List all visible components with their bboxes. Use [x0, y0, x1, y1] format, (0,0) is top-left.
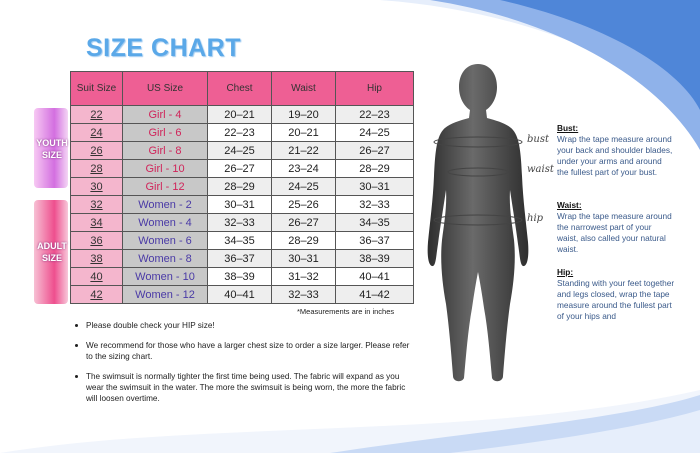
suit-size-cell[interactable]: 24 [71, 124, 123, 142]
waist-heading: Waist: [557, 200, 582, 210]
waist-cell: 26–27 [272, 214, 336, 232]
header-waist: Waist [272, 72, 336, 106]
chest-cell: 32–33 [208, 214, 272, 232]
hip-cell: 40–41 [336, 268, 414, 286]
us-size-cell: Girl - 8 [123, 142, 208, 160]
list-item: We recommend for those who have a larger chest size to order a size larger. Please refer to the sizing chart. [74, 340, 414, 362]
us-size-cell: Women - 8 [123, 250, 208, 268]
suit-size-cell[interactable]: 36 [71, 232, 123, 250]
list-item: The swimsuit is normally tighter the first time being used. The fabric will expand as you wear the swimsuit in the water. The more the swimsuit is being worn, the more the fabric will loosen overtime. [74, 371, 414, 404]
hip-cell: 30–31 [336, 178, 414, 196]
suit-size-cell[interactable]: 42 [71, 286, 123, 304]
hip-cell: 32–33 [336, 196, 414, 214]
chest-cell: 36–37 [208, 250, 272, 268]
hip-heading: Hip: [557, 267, 574, 277]
hip-description [557, 267, 675, 322]
size-table [70, 71, 414, 304]
waist-text: Wrap the tape measure around the narrowest part of your waist, also called your natural waist. [557, 211, 672, 254]
list-item: Please double check your HIP size! [74, 320, 414, 331]
bust-label: bust [527, 134, 549, 145]
waist-cell: 24–25 [272, 178, 336, 196]
us-size-cell: Girl - 4 [123, 106, 208, 124]
table-row [71, 214, 414, 232]
us-size-cell: Girl - 10 [123, 160, 208, 178]
chest-cell: 22–23 [208, 124, 272, 142]
us-size-cell: Women - 12 [123, 286, 208, 304]
chest-cell: 28–29 [208, 178, 272, 196]
chest-cell: 20–21 [208, 106, 272, 124]
chest-cell: 30–31 [208, 196, 272, 214]
header-suit-size: Suit Size [71, 72, 123, 106]
bust-heading: Bust: [557, 123, 579, 133]
hip-cell: 28–29 [336, 160, 414, 178]
chest-cell: 38–39 [208, 268, 272, 286]
waist-cell: 28–29 [272, 232, 336, 250]
hip-cell: 34–35 [336, 214, 414, 232]
header-chest: Chest [208, 72, 272, 106]
body-silhouette [418, 60, 538, 390]
chest-cell: 26–27 [208, 160, 272, 178]
suit-size-cell[interactable]: 30 [71, 178, 123, 196]
us-size-cell: Girl - 6 [123, 124, 208, 142]
hip-cell: 24–25 [336, 124, 414, 142]
suit-size-cell[interactable]: 28 [71, 160, 123, 178]
table-row [71, 232, 414, 250]
tips-list [74, 320, 414, 413]
suit-size-cell[interactable]: 32 [71, 196, 123, 214]
table-row [71, 124, 414, 142]
suit-size-cell[interactable]: 38 [71, 250, 123, 268]
waist-cell: 21–22 [272, 142, 336, 160]
chest-cell: 34–35 [208, 232, 272, 250]
table-row [71, 142, 414, 160]
suit-size-cell[interactable]: 26 [71, 142, 123, 160]
header-hip: Hip [336, 72, 414, 106]
hip-text: Standing with your feet together and legs closed, wrap the tape measure around the fullest part of your hips and [557, 278, 675, 321]
hip-cell: 38–39 [336, 250, 414, 268]
hip-cell: 36–37 [336, 232, 414, 250]
chest-cell: 40–41 [208, 286, 272, 304]
waist-cell: 31–32 [272, 268, 336, 286]
hip-cell: 22–23 [336, 106, 414, 124]
waist-label: waist [527, 164, 554, 175]
suit-size-cell[interactable]: 22 [71, 106, 123, 124]
us-size-cell: Women - 2 [123, 196, 208, 214]
waist-description [557, 200, 675, 255]
waist-cell: 25–26 [272, 196, 336, 214]
hip-cell: 41–42 [336, 286, 414, 304]
table-row [71, 286, 414, 304]
adult-size-label: ADULT SIZE [37, 241, 67, 263]
bust-description [557, 123, 675, 178]
table-row [71, 178, 414, 196]
measurement-note: *Measurements are in inches [297, 307, 395, 316]
hip-label: hip [527, 213, 544, 224]
table-row [71, 196, 414, 214]
header-us-size: US Size [123, 72, 208, 106]
table-row [71, 268, 414, 286]
us-size-cell: Women - 10 [123, 268, 208, 286]
page-title: SIZE CHART [86, 34, 241, 62]
table-header-row [71, 72, 414, 106]
waist-cell: 19–20 [272, 106, 336, 124]
suit-size-cell[interactable]: 34 [71, 214, 123, 232]
youth-size-label: YOUTH SIZE [36, 138, 68, 160]
table-row [71, 160, 414, 178]
waist-cell: 32–33 [272, 286, 336, 304]
waist-cell: 20–21 [272, 124, 336, 142]
bust-text: Wrap the tape measure around your back and shoulder blades, under your arms and around the fullest part of your bust. [557, 134, 673, 177]
table-row [71, 250, 414, 268]
waist-cell: 30–31 [272, 250, 336, 268]
hip-cell: 26–27 [336, 142, 414, 160]
waist-cell: 23–24 [272, 160, 336, 178]
suit-size-cell[interactable]: 40 [71, 268, 123, 286]
chest-cell: 24–25 [208, 142, 272, 160]
us-size-cell: Women - 4 [123, 214, 208, 232]
table-row [71, 106, 414, 124]
us-size-cell: Women - 6 [123, 232, 208, 250]
us-size-cell: Girl - 12 [123, 178, 208, 196]
